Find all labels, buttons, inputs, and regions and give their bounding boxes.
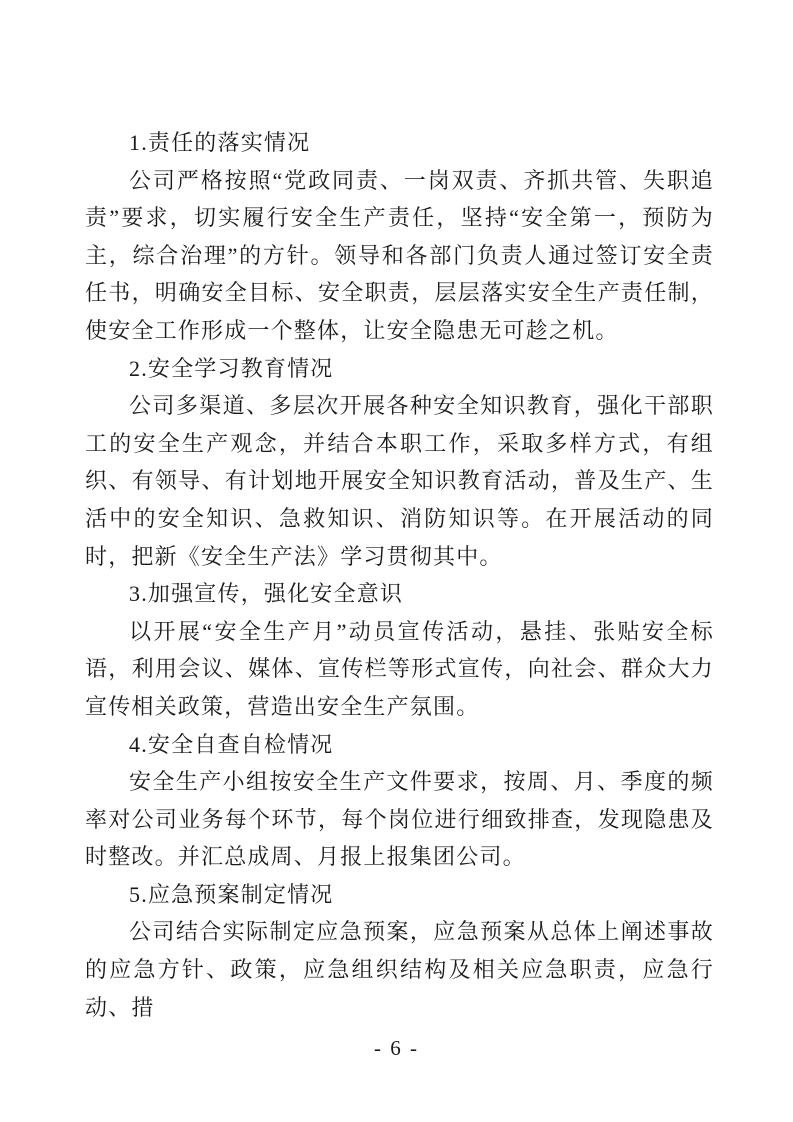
section-4-heading: 4.安全自查自检情况	[129, 731, 334, 757]
section-1-paragraph: 公司严格按照“党政同责、一岗双责、齐抓共管、失职追责”要求，切实履行安全生产责任，坚持“安全第一，预防为主，综合治理”的方针。领导和各部门负责人通过签订安全责任书，明确安全目标、安全职责，层层落实安全生产责任制，使安全工作形成一个整体，让安全隐患无可趁之机。	[85, 167, 714, 343]
section-5-paragraph: 公司结合实际制定应急预案，应急预案从总体上阐述事故的应急方针、政策，应急组织结构及相关应急职责，应急行动、措	[85, 919, 714, 1020]
section-2-heading: 2.安全学习教育情况	[129, 355, 334, 381]
section-3-heading: 3.加强宣传，强化安全意识	[129, 581, 404, 607]
page-number: - 6 -	[374, 1036, 419, 1060]
section-5-heading: 5.应急预案制定情况	[129, 881, 334, 907]
section-2-paragraph: 公司多渠道、多层次开展各种安全知识教育，强化干部职工的安全生产观念，并结合本职工作，采取多样方式，有组织、有领导、有计划地开展安全知识教育活动，普及生产、生活中的安全知识、急救知识、消防知识等。在开展活动的同时，把新《安全生产法》学习贯彻其中。	[85, 393, 714, 569]
section-3-paragraph: 以开展“安全生产月”动员宣传活动，悬挂、张贴安全标语，利用会议、媒体、宣传栏等形式宣传，向社会、群众大力宣传相关政策，营造出安全生产氛围。	[85, 618, 714, 719]
section-1-heading: 1.责任的落实情况	[129, 130, 311, 155]
document-body	[85, 124, 714, 1026]
section-4-paragraph: 安全生产小组按安全生产文件要求，按周、月、季度的频率对公司业务每个环节，每个岗位进行细致排查，发现隐患及时整改。并汇总成周、月报上报集团公司。	[85, 769, 714, 870]
